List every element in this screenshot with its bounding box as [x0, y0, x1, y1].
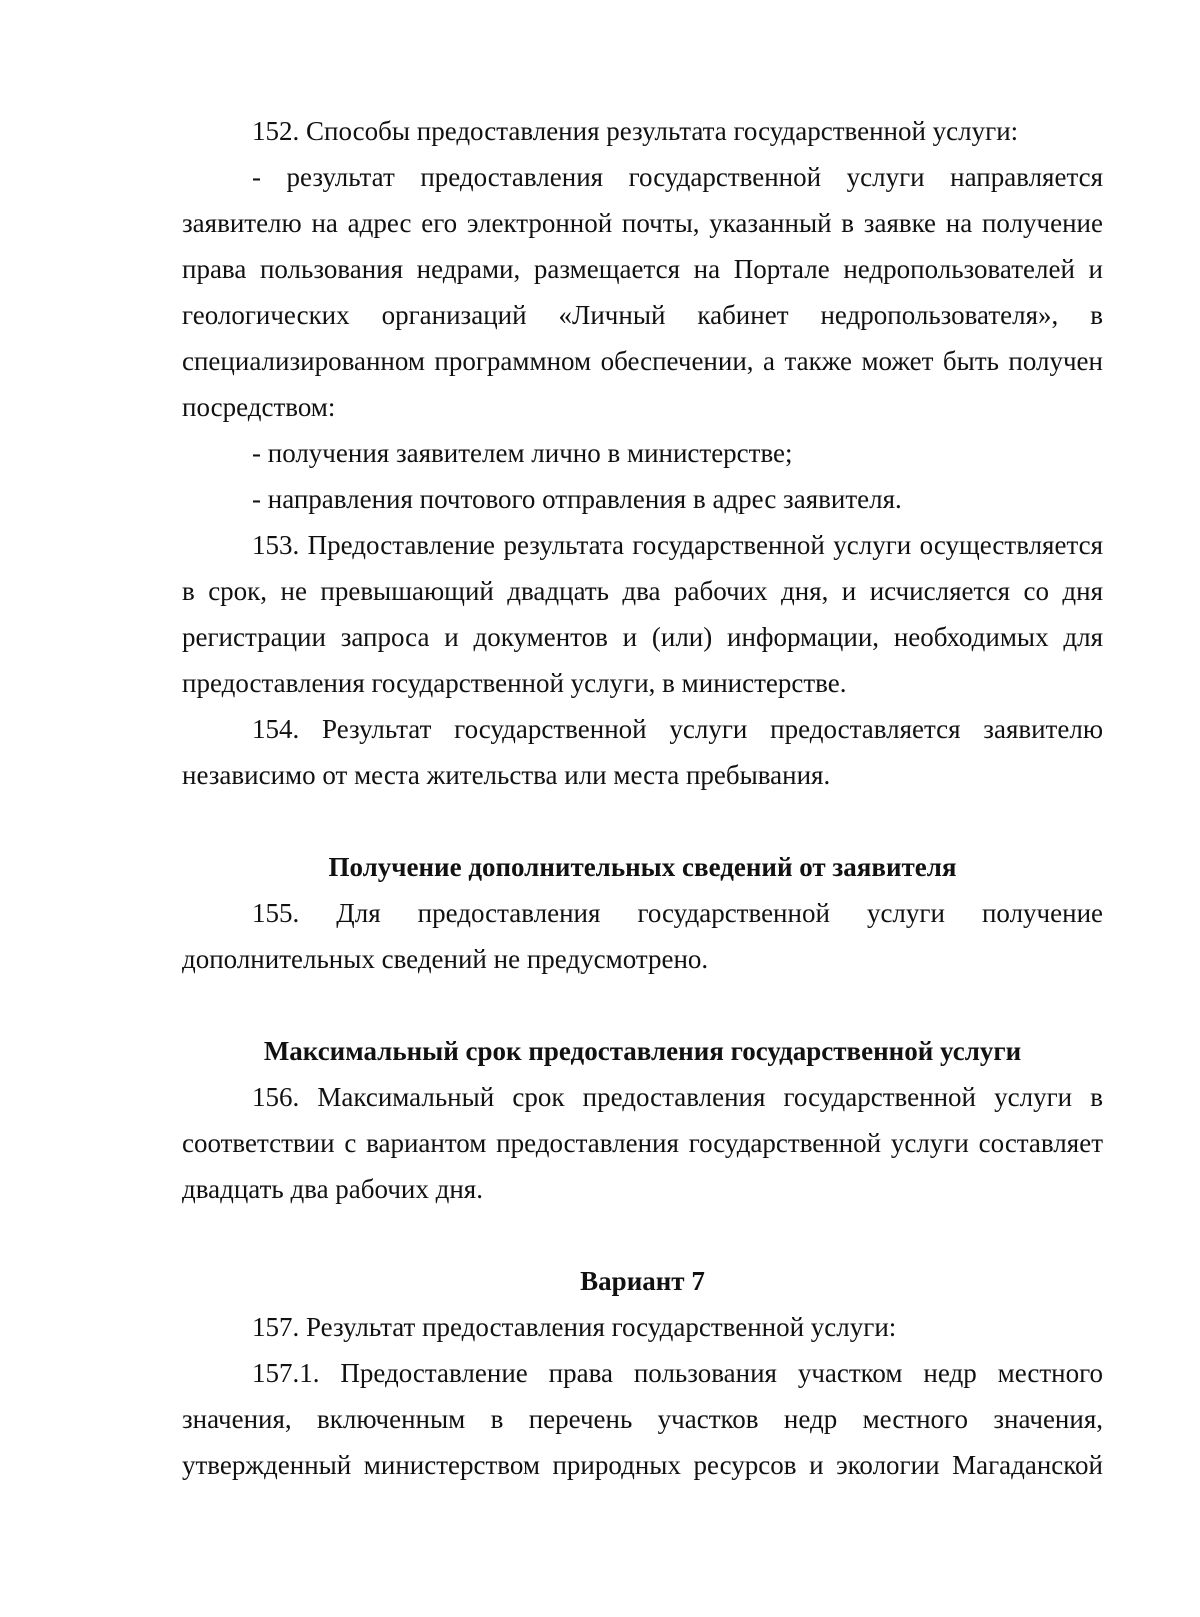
heading-additional-info: Получение дополнительных сведений от заявителя	[328, 852, 957, 882]
paragraph-154: 154. Результат государственной услуги предоставляется заявителю независимо от места жительства или места пребывания.	[182, 714, 1103, 790]
heading-variant-7: Вариант 7	[580, 1266, 705, 1296]
section-gap	[182, 798, 1103, 844]
section-gap	[182, 1212, 1103, 1258]
document-body	[182, 108, 1103, 1488]
paragraph-152: 152. Способы предоставления результата государственной услуги:	[252, 116, 1019, 146]
paragraph-156: 156. Максимальный срок предоставления государственной услуги в соответствии с вариантом предоставления государственной услуги составляет двадцать два рабочих дня.	[182, 1082, 1103, 1204]
paragraph-152-by-mail: - направления почтового отправления в адрес заявителя.	[252, 484, 902, 514]
paragraph-157: 157. Результат предоставления государственной услуги:	[252, 1312, 897, 1342]
paragraph-153: 153. Предоставление результата государственной услуги осуществляется в срок, не превышающий двадцать два рабочих дня, и исчисляется со дня регистрации запроса и документов и (или) информации, необходимых для предоставления государственной услуги, в министерстве.	[182, 530, 1103, 698]
paragraph-157-1: 157.1. Предоставление права пользования участком недр местного значения, включенным в перечень участков недр местного значения, утвержденный министерством природных ресурсов и экологии Магаданской	[182, 1358, 1103, 1480]
paragraph-152-in-person: - получения заявителем лично в министерстве;	[252, 438, 793, 468]
heading-max-term: Максимальный срок предоставления государственной услуги	[263, 1036, 1022, 1066]
paragraph-155: 155. Для предоставления государственной услуги получение дополнительных сведений не предусмотрено.	[182, 898, 1103, 974]
section-gap	[182, 982, 1103, 1028]
paragraph-152-result-delivery: - результат предоставления государственной услуги направляется заявителю на адрес его электронной почты, указанный в заявке на получение права пользования недрами, размещается на Портале недропользователей и геологических организаций «Личный кабинет недропользователя», в специализированном программном обеспечении, а также может быть получен посредством:	[182, 162, 1103, 422]
